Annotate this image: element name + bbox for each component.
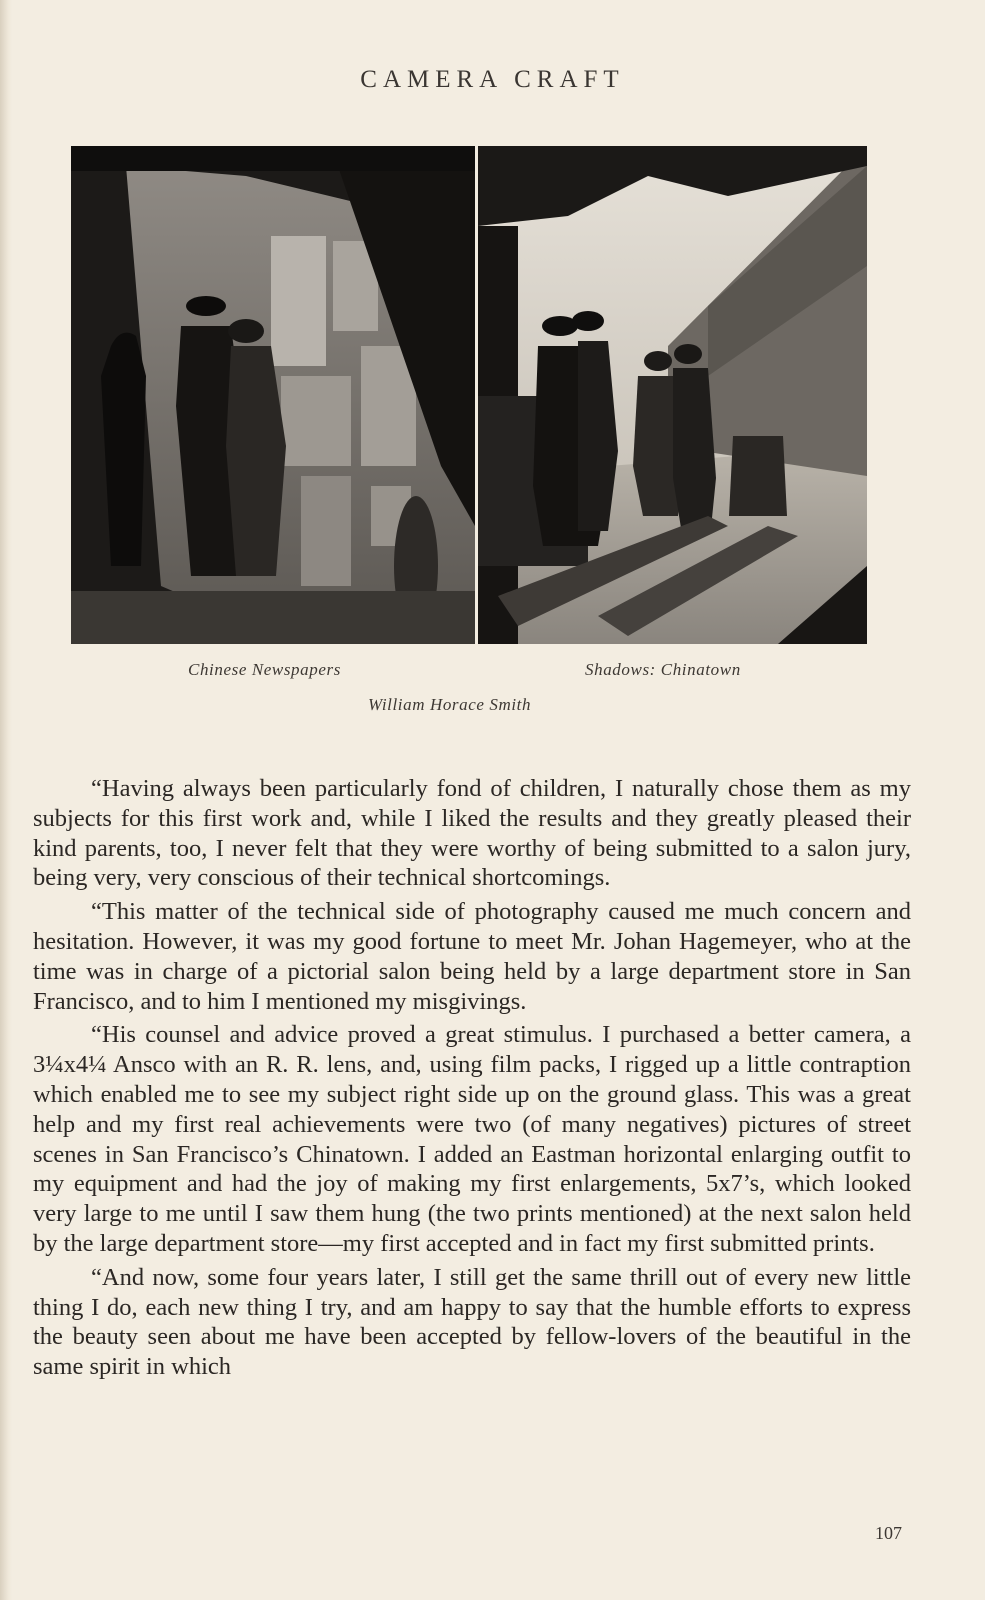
caption-shadows-chinatown: Shadows: Chinatown	[585, 660, 741, 679]
photo-chinese-newspapers-image	[71, 146, 475, 644]
running-head: CAMERA CRAFT	[360, 66, 625, 93]
article-body	[33, 774, 911, 1386]
page-binding-edge	[0, 0, 12, 1600]
paragraph-4: “And now, some four years later, I still get the same thrill out of every new little thing I do, each new thing I try, and am happy to say that the humble efforts to express the beauty seen about me have been accepted by fellow-lovers of the beautiful in the same spirit in which	[33, 1263, 911, 1381]
photo-shadows-chinatown	[478, 146, 867, 644]
photo-shadows-chinatown-image	[478, 146, 867, 644]
page-number: 107	[875, 1523, 902, 1543]
caption-chinese-newspapers: Chinese Newspapers	[188, 660, 341, 679]
paragraph-2: “This matter of the technical side of photography caused me much concern and hesitation. However, it was my good fortune to meet Mr. Johan Hagemeyer, who at the time was in charge of a pictorial salon being held by a large department store in San Francisco, and to him I mentioned my misgivings.	[33, 898, 911, 1015]
photographer-credit: William Horace Smith	[368, 695, 532, 714]
photo-chinese-newspapers	[71, 146, 475, 644]
paragraph-3: “His counsel and advice proved a great stimulus. I purchased a better camera, a 3¼x4¼ Ansco with an R. R. lens, and, using film packs, I rigged up a little contraption which enabled me to see my subject right side up on the ground glass. This was a great help and my first real achievements were two (of many negatives) pictures of street scenes in San Francisco’s Chinatown. I added an Eastman horizontal enlarging outfit to my equipment and had the joy of making my first enlargements, 5x7’s, which looked very large to me until I saw them hung (the two prints mentioned) at the next salon held by the large department store—my first accepted and in fact my first submitted prints.	[33, 1021, 911, 1257]
paragraph-1: “Having always been particularly fond of children, I naturally chose them as my subjects for this first work and, while I liked the results and they greatly pleased their kind parents, too, I never felt that they were worthy of being submitted to a salon jury, being very, very conscious of their technical shortcomings.	[33, 775, 911, 892]
